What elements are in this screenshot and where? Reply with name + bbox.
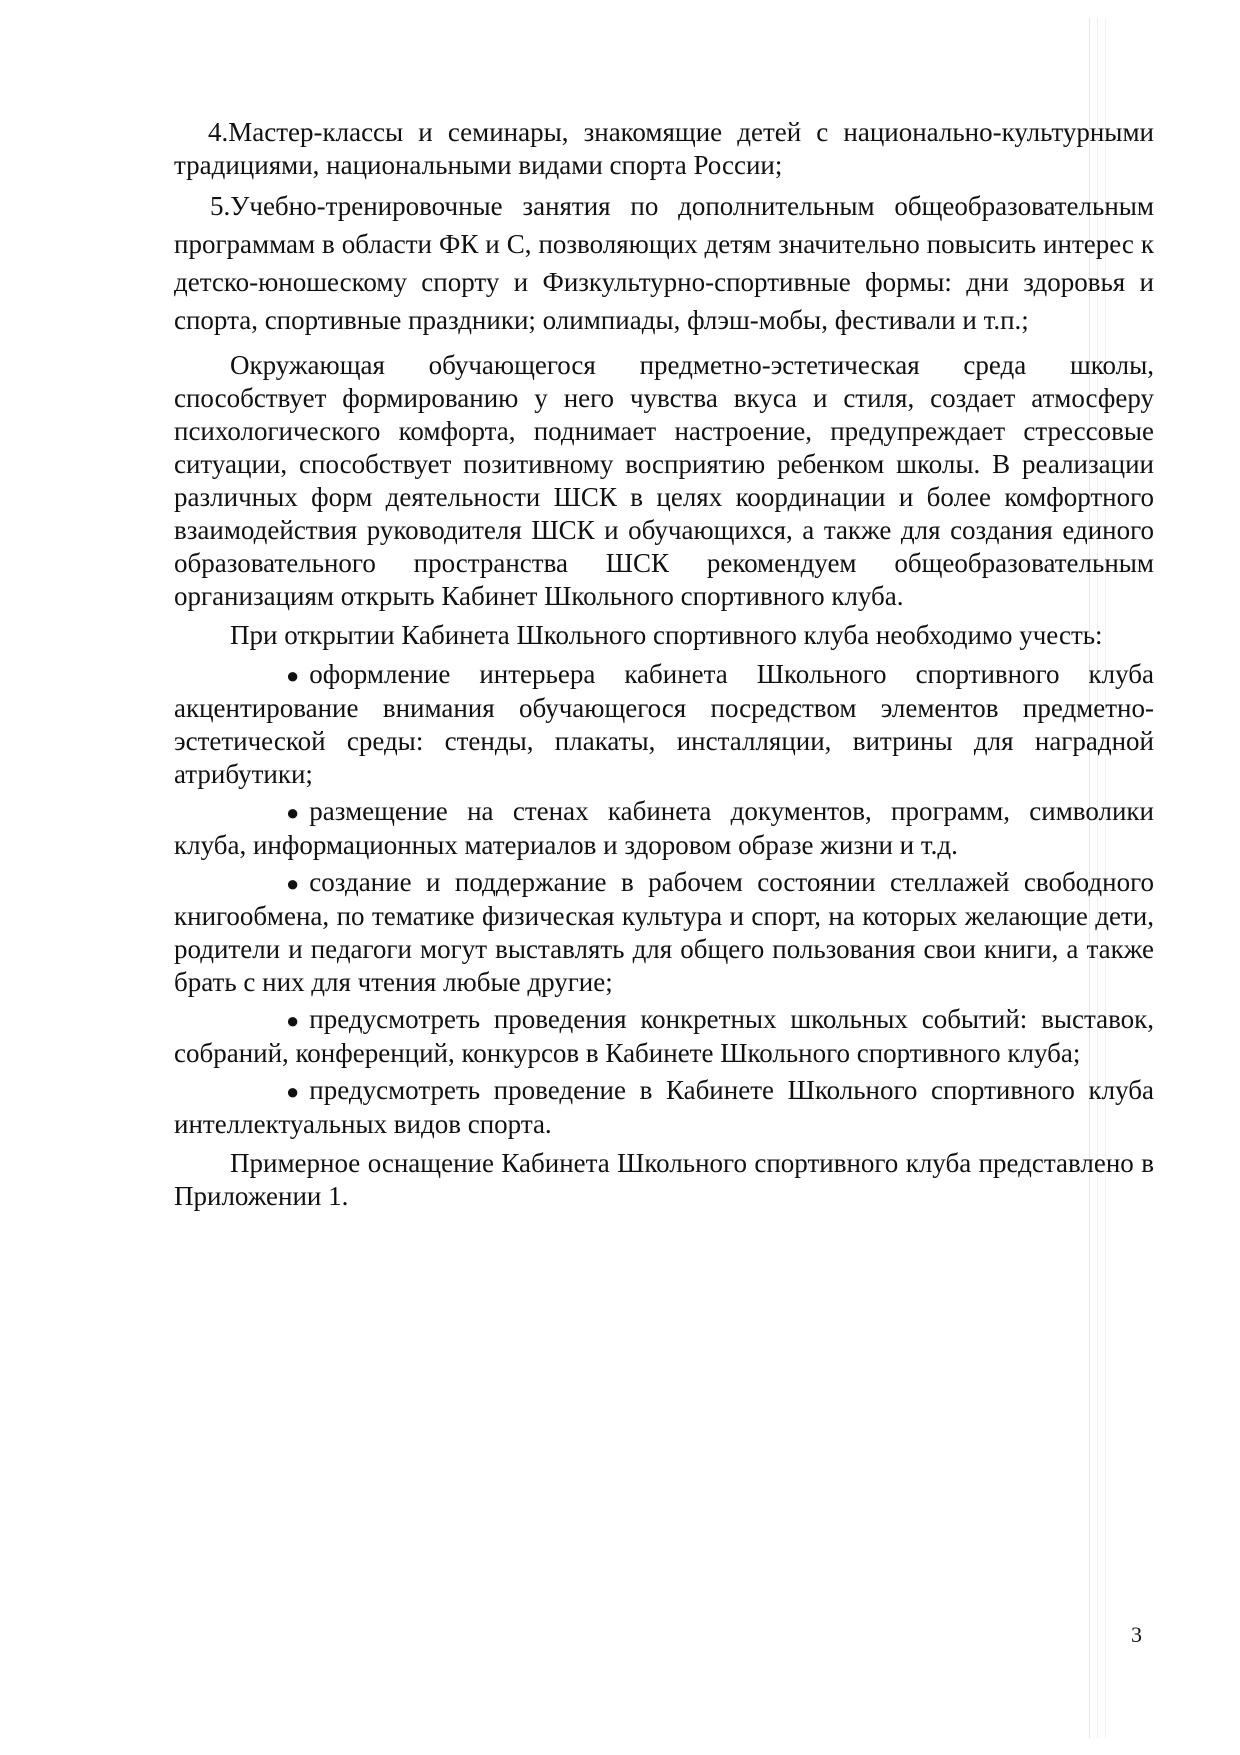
bullet-text: предусмотреть проведения конкретных школьных событий: выставок, собраний, конференций, конкурсов в Кабинете Школьного спортивного клуба; <box>174 1004 1154 1068</box>
paragraph-closing: Примерное оснащение Кабинета Школьного спортивного клуба представлено в Приложении 1. <box>174 1148 1154 1211</box>
bullet-text: оформление интерьера кабинета Школьного спортивного клуба акцентирование внимания обучающегося посредством элементов предметно-эстетической среды: стенды, плакаты, инсталляции, витрины для наградной атрибутики; <box>174 659 1154 789</box>
bullet-icon: ● <box>286 1008 300 1033</box>
page-number: 3 <box>1131 1622 1142 1647</box>
list-item-5: 5.Учебно-тренировочные занятия по дополнительным общеобразовательным программам в области ФК и С, позволяющих детям значительно повысить интерес к детско-юношескому спорту и Физкультурно-спортивные формы: дни здоровья и спорта, спортивные праздники; олимпиады, флэш-мобы, фестивали и т.п.; <box>174 191 1154 335</box>
bullet-item <box>174 658 1154 791</box>
bullet-text: предусмотреть проведение в Кабинете Школьного спортивного клуба интеллектуальных видов спорта. <box>174 1075 1154 1139</box>
document-body <box>174 116 1154 1213</box>
paragraph-environment: Окружающая обучающегося предметно-эстетическая среда школы, способствует формированию у него чувства вкуса и стиля, создает атмосферу психологического комфорта, поднимает настроение, предупреждает стрессовые ситуации, способствует позитивному восприятию ребенком школы. В реализации различных форм деятельности ШСК в целях координации и более комфортного взаимодействия руководителя ШСК и обучающихся, а также для создания единого образовательного пространства ШСК рекомендуем общеобразовательным организациям открыть Кабинет Школьного спортивного клуба. <box>174 350 1154 611</box>
bullet-icon: ● <box>286 871 300 896</box>
bullet-icon: ● <box>286 663 300 688</box>
bullet-icon: ● <box>286 800 300 825</box>
bullet-item <box>174 795 1154 862</box>
paragraph-cabinet-intro: При открытии Кабинета Школьного спортивного клуба необходимо учесть: <box>230 620 1103 650</box>
bullet-item <box>174 1003 1154 1070</box>
bullet-item <box>174 866 1154 999</box>
bullet-item <box>174 1074 1154 1141</box>
bullet-icon: ● <box>286 1079 300 1104</box>
list-item-4: 4.Мастер-классы и семинары, знакомящие детей с национально-культурными традициями, национальными видами спорта России; <box>174 117 1154 180</box>
bullet-text: создание и поддержание в рабочем состоянии стеллажей свободного книгообмена, по тематике физическая культура и спорт, на которых желающие дети, родители и педагоги могут выставлять для общего пользования свои книги, а также брать с них для чтения любые другие; <box>174 867 1154 997</box>
bullet-text: размещение на стенах кабинета документов, программ, символики клуба, информационных материалов и здоровом образе жизни и т.д. <box>174 796 1154 860</box>
